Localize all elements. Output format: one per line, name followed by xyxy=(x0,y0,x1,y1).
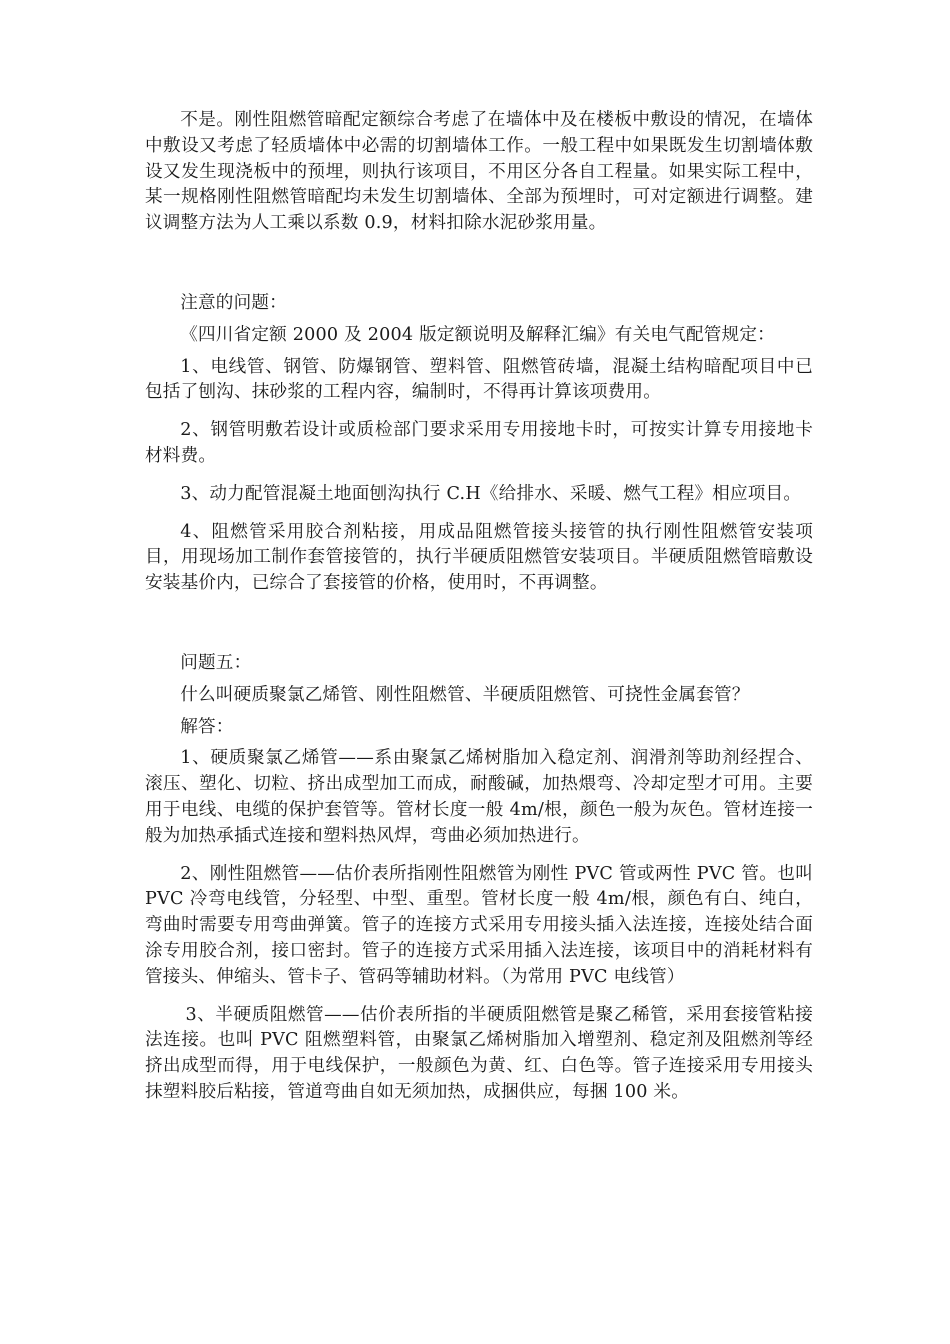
notes-intro: 《四川省定额 2000 及 2004 版定额说明及解释汇编》有关电气配管规定： xyxy=(180,324,775,345)
answer-item-3: 3、半硬质阻燃管——估价表所指的半硬质阻燃管是聚乙稀管，采用套接管粘接法连接。也叫 PVC 阻燃塑料管，由聚氯乙烯树脂加入增塑剂、稳定剂及阻燃剂等经挤出成型而得，用于电线保护，一般颜色为黄、红、白色等。管子连接采用专用接头抹塑料胶后粘接，管道弯曲自如无须加热，成捆供应，每捆 100 米。 xyxy=(145,1004,813,1102)
paragraph-rigid-pipe-quota: 不是。刚性阻燃管暗配定额综合考虑了在墙体中及在楼板中敷设的情况，在墙体中敷设又考虑了轻质墙体中必需的切割墙体工作。一般工程中如果既发生切割墙体敷设又发生现浇板中的预埋，则执行该项目，不用区分各自工程量。如果实际工程中，某一规格刚性阻燃管暗配均未发生切割墙体、全部为预埋时，可对定额进行调整。建议调整方法为人工乘以系数 0.9，材料扣除水泥砂浆用量。 xyxy=(145,110,813,234)
answer-item-1: 1、硬质聚氯乙烯管——系由聚氯乙烯树脂加入稳定剂、润滑剂等助剂经捏合、滚压、塑化、切粒、挤出成型加工而成，耐酸碱，加热煨弯、冷却定型才可用。主要用于电线、电缆的保护套管等。管材长度一般 4m/根，颜色一般为灰色。管材连接一般为加热承插式连接和塑料热风焊，弯曲必须加热进行。 xyxy=(145,748,813,846)
answer-label: 解答： xyxy=(180,716,234,737)
heading-question-five: 问题五： xyxy=(180,652,252,673)
answer-item-2: 2、刚性阻燃管——估价表所指刚性阻燃管为刚性 PVC 管或两性 PVC 管。也叫 PVC 冷弯电线管，分轻型、中型、重型。管材长度一般 4m/根，颜色有白、纯白，弯曲时需要专用弯曲弹簧。管子的连接方式采用专用接头插入法连接，连接处结合面涂专用胶合剂，接口密封。管子的连接方式采用插入法连接，该项目中的消耗材料有管接头、伸缩头、管卡子、管码等辅助材料。（为常用 PVC 电线管） xyxy=(145,863,813,987)
notes-item-4: 4、阻燃管采用胶合剂粘接，用成品阻燃管接头接管的执行刚性阻燃管安装项目，用现场加工制作套管接管的，执行半硬质阻燃管安装项目。半硬质阻燃管暗敷设安装基价内，已综合了套接管的价格，使用时，不再调整。 xyxy=(145,521,813,594)
notes-item-1: 1、电线管、钢管、防爆钢管、塑料管、阻燃管砖墙，混凝土结构暗配项目中已包括了刨沟、抹砂浆的工程内容，编制时，不得再计算该项费用。 xyxy=(145,356,813,403)
notes-item-3: 3、动力配管混凝土地面刨沟执行 C.H《给排水、采暖、燃气工程》相应项目。 xyxy=(180,483,802,504)
question-text: 什么叫硬质聚氯乙烯管、刚性阻燃管、半硬质阻燃管、可挠性金属套管？ xyxy=(180,684,750,705)
notes-item-2: 2、钢管明敷若设计或质检部门要求采用专用接地卡时，可按实计算专用接地卡材料费。 xyxy=(145,420,813,466)
document-page xyxy=(145,108,813,1106)
heading-notes: 注意的问题： xyxy=(180,292,287,313)
